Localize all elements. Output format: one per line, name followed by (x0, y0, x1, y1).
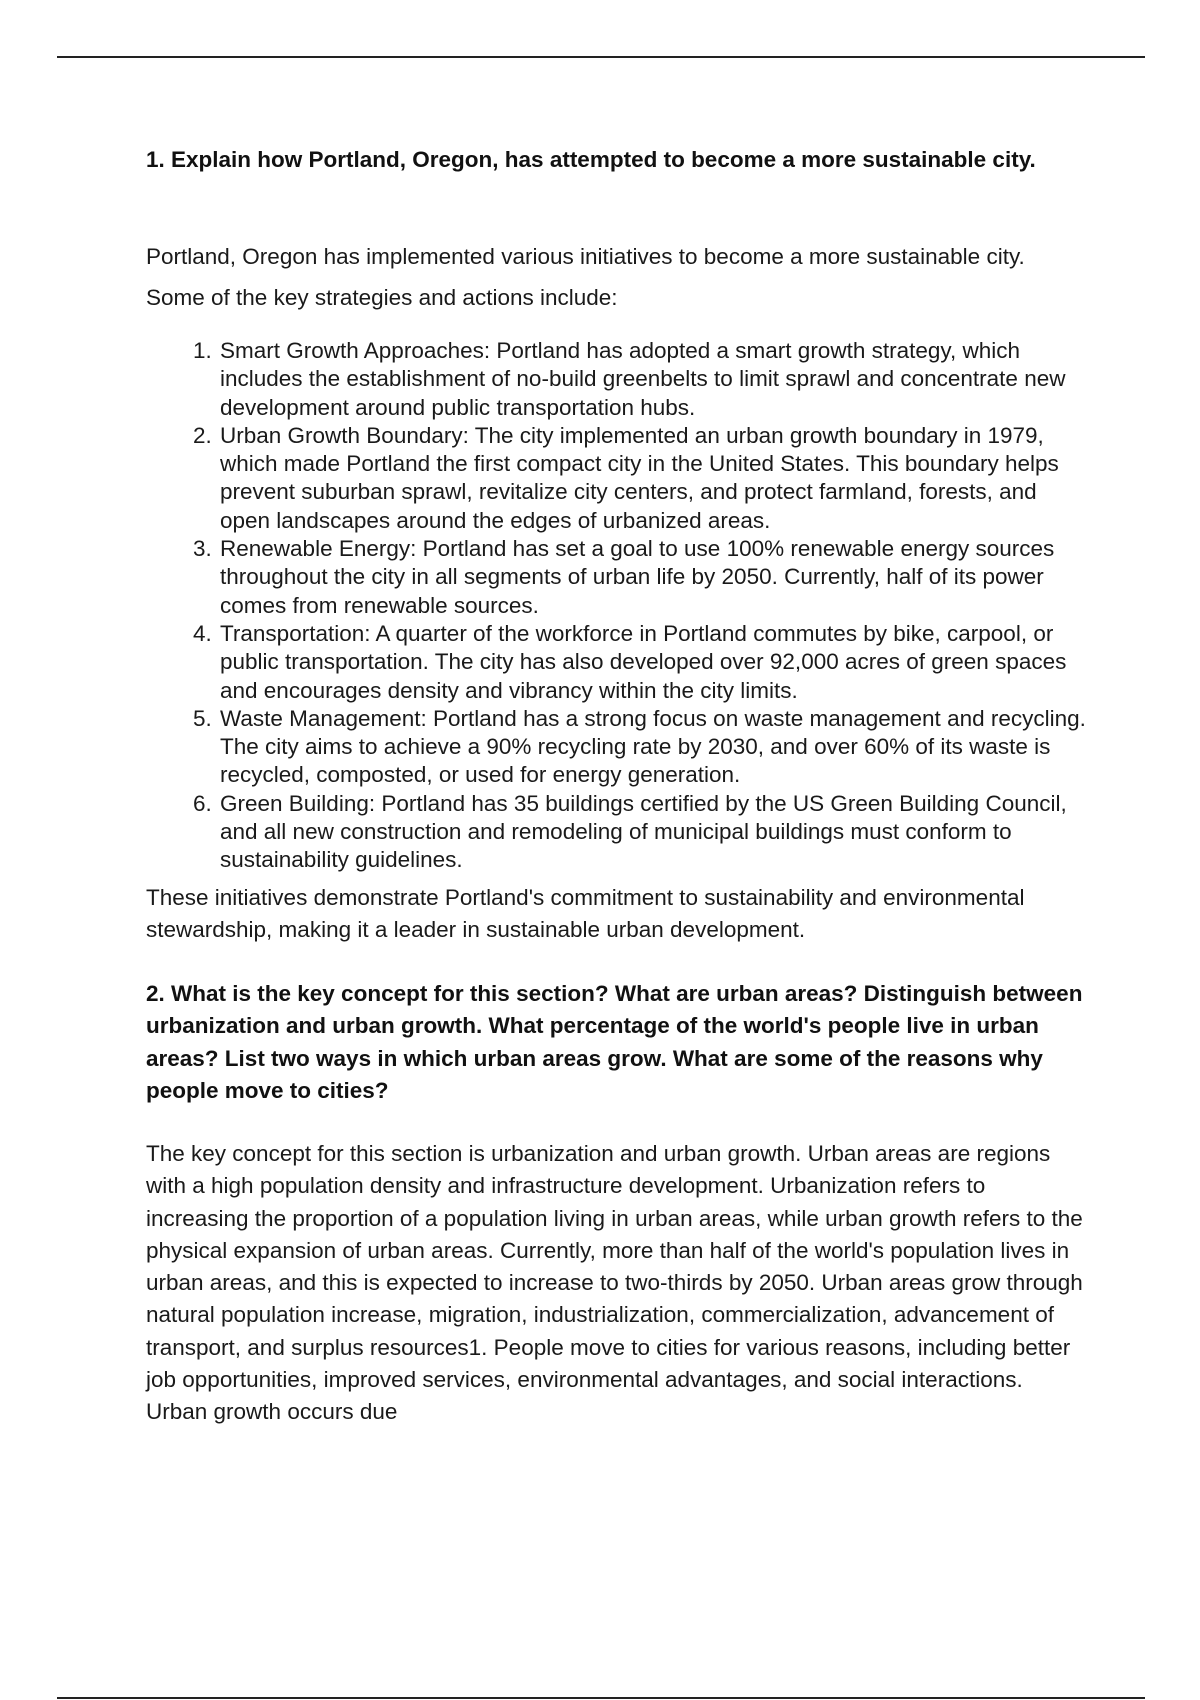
bottom-divider (57, 1697, 1145, 1699)
top-divider (57, 56, 1145, 58)
list-item: 1. Smart Growth Approaches: Portland has adopted a smart growth strategy, which includes the establishment of no-build greenbelts to limit sprawl and concentrate new development around public transportation hubs. (218, 337, 1086, 422)
list-item: 2. Urban Growth Boundary: The city implemented an urban growth boundary in 1979, which made Portland the first compact city in the United States. This boundary helps prevent suburban sprawl, revitalize city centers, and protect farmland, forests, and open landscapes around the edges of urbanized areas. (218, 422, 1086, 535)
question-1-closing: These initiatives demonstrate Portland's commitment to sustainability and environmental stewardship, making it a leader in sustainable urban development. (146, 885, 1025, 942)
list-item: 3. Renewable Energy: Portland has set a goal to use 100% renewable energy sources throughout the city in all segments of urban life by 2050. Currently, half of its power comes from renewable sources. (218, 535, 1086, 620)
list-item: 6. Green Building: Portland has 35 buildings certified by the US Green Building Council, and all new construction and remodeling of municipal buildings must conform to sustainability guidelines. (218, 790, 1086, 875)
list-item: 5. Waste Management: Portland has a strong focus on waste management and recycling. The city aims to achieve a 90% recycling rate by 2030, and over 60% of its waste is recycled, composted, or used for energy generation. (218, 705, 1086, 790)
question-2-answer: The key concept for this section is urbanization and urban growth. Urban areas are regions with a high population density and infrastructure development. Urbanization refers to increasing the proportion of a population living in urban areas, while urban growth refers to the physical expansion of urban areas. Currently, more than half of the world's population lives in urban areas, and this is expected to increase to two-thirds by 2050. Urban areas grow through natural population increase, migration, industrialization, commercialization, advancement of transport, and surplus resources1. People move to cities for various reasons, including better job opportunities, improved services, environmental advantages, and social interactions. Urban growth occurs due (146, 1141, 1083, 1425)
list-item: 4. Transportation: A quarter of the workforce in Portland commutes by bike, carpool, or public transportation. The city has also developed over 92,000 acres of green spaces and encourages density and vibrancy within the city limits. (218, 620, 1086, 705)
question-1-intro: Portland, Oregon has implemented various initiatives to become a more sustainable city. Some of the key strategies and actions include: (146, 244, 1025, 310)
question-2-heading: 2. What is the key concept for this section? What are urban areas? Distinguish between urbanization and urban growth. What percentage of the world's people live in urban areas? List two ways in which urban areas grow. What are some of the reasons why people move to cities? (146, 981, 1083, 1104)
question-1-heading: 1. Explain how Portland, Oregon, has attempted to become a more sustainable city. (146, 147, 1036, 172)
key-strategies-list (146, 337, 1086, 875)
